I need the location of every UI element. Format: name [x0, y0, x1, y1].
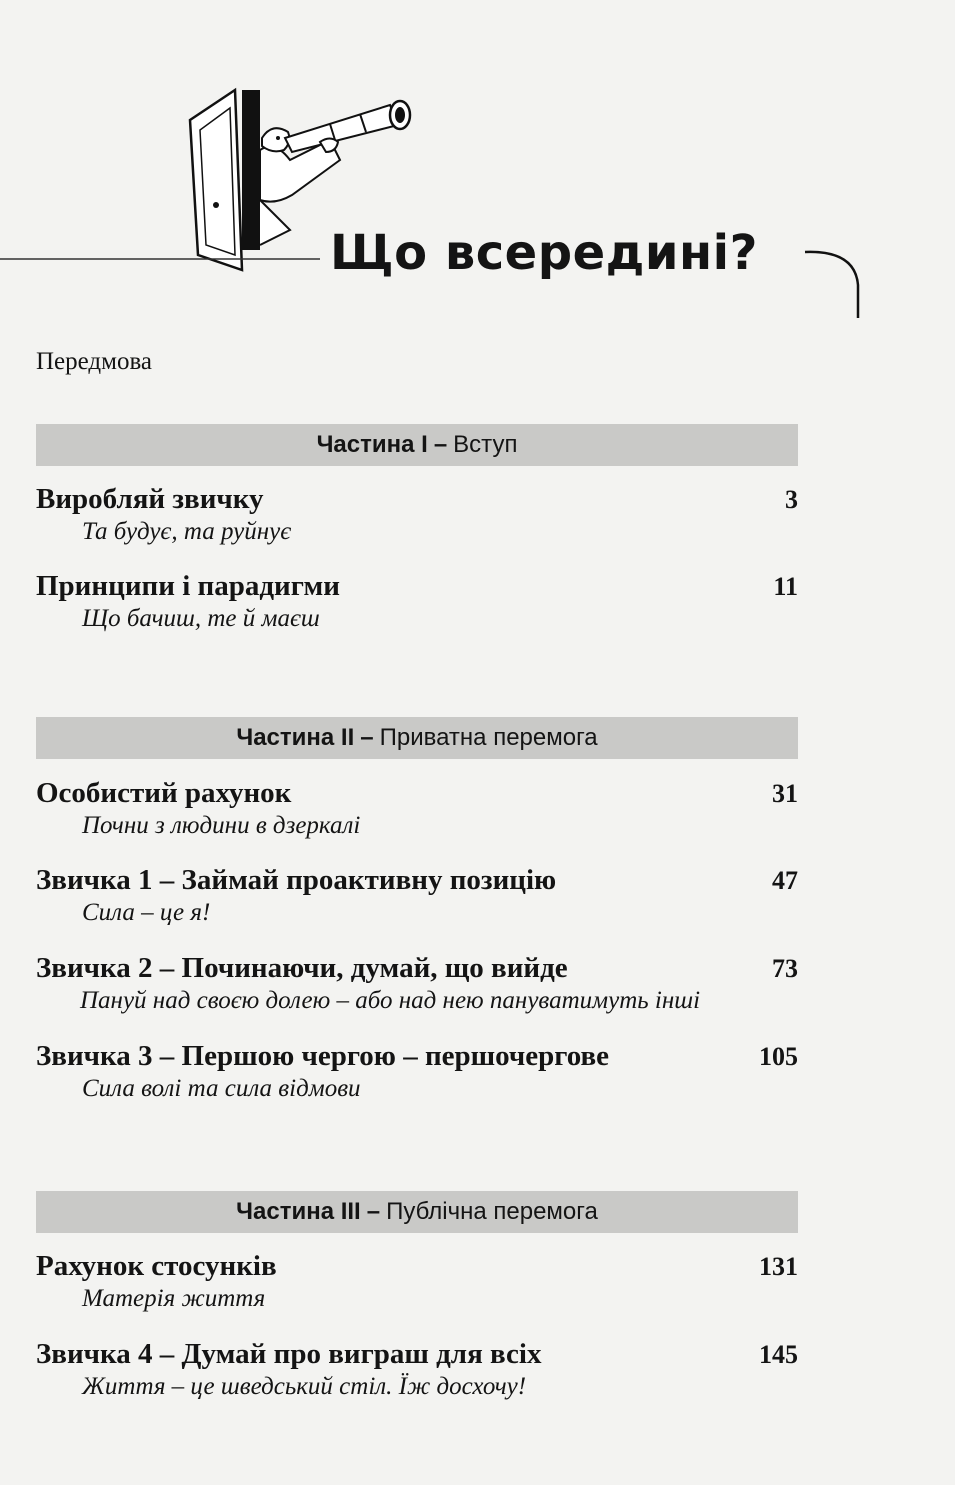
toc-entry[interactable] — [36, 952, 798, 1015]
chapter-subtitle: Сила – це я! — [82, 899, 211, 926]
title-curve-decoration — [800, 240, 870, 320]
page-number: 145 — [759, 1340, 798, 1369]
page-number: 3 — [785, 485, 798, 514]
chapter-title: Звичка 4 – Думай про виграш для всіх — [36, 1338, 542, 1370]
toc-entry[interactable] — [36, 1338, 798, 1401]
chapter-subtitle: Життя – це шведський стіл. Їж досхочу! — [82, 1373, 527, 1400]
toc-entry[interactable] — [36, 777, 798, 840]
part-2-header — [36, 717, 798, 759]
chapter-title: Звичка 1 – Займай проактивну позицію — [36, 864, 557, 896]
part-1-name: Частина I — [316, 431, 428, 458]
chapter-title: Звичка 2 – Починаючи, думай, що вийде — [36, 952, 568, 984]
part-3-dash: – — [366, 1198, 381, 1225]
chapter-title: Рахунок стосунків — [36, 1250, 277, 1282]
toc-entry[interactable] — [36, 1040, 798, 1103]
part-3-header — [36, 1191, 798, 1233]
chapter-subtitle: Матерія життя — [82, 1285, 266, 1312]
chapter-subtitle: Почни з людини в дзеркалі — [82, 812, 361, 839]
part-2-dash: – — [360, 724, 374, 751]
chapter-subtitle: Сила волі та сила відмови — [82, 1075, 361, 1102]
chapter-subtitle: Що бачиш, те й маєш — [82, 605, 320, 632]
chapter-subtitle: Та будує, та руйнує — [82, 518, 292, 545]
chapter-title: Принципи і парадигми — [36, 570, 340, 602]
part-1-header — [36, 424, 798, 466]
page-number: 131 — [759, 1252, 798, 1281]
page-title: Що всередині? — [330, 225, 758, 281]
part-1-label: Вступ — [453, 431, 518, 458]
preface-entry[interactable]: Передмова — [36, 348, 153, 375]
part-2-name: Частина II — [236, 724, 355, 751]
page-number: 105 — [759, 1042, 798, 1071]
toc-entry[interactable] — [36, 864, 798, 927]
toc-entry[interactable] — [36, 1250, 798, 1313]
part-3-label: Публічна перемога — [386, 1198, 598, 1225]
page-number: 73 — [772, 954, 798, 983]
chapter-title: Особистий рахунок — [36, 777, 292, 809]
part-3-name: Частина III — [236, 1198, 361, 1225]
title-rule — [0, 258, 320, 260]
chapter-subtitle: Пануй над своєю долею – або над нею пануватимуть інші — [80, 987, 701, 1014]
page-number: 47 — [772, 866, 798, 895]
toc-entry[interactable] — [36, 570, 798, 633]
page-number: 31 — [772, 779, 798, 808]
toc-entry[interactable] — [36, 483, 798, 546]
part-2-label: Приватна перемога — [379, 724, 598, 751]
page-number: 11 — [773, 572, 798, 601]
chapter-title: Виробляй звичку — [36, 483, 264, 515]
chapter-title: Звичка 3 – Першою чергою – першочергове — [36, 1040, 610, 1072]
part-1-dash: – — [433, 431, 448, 458]
